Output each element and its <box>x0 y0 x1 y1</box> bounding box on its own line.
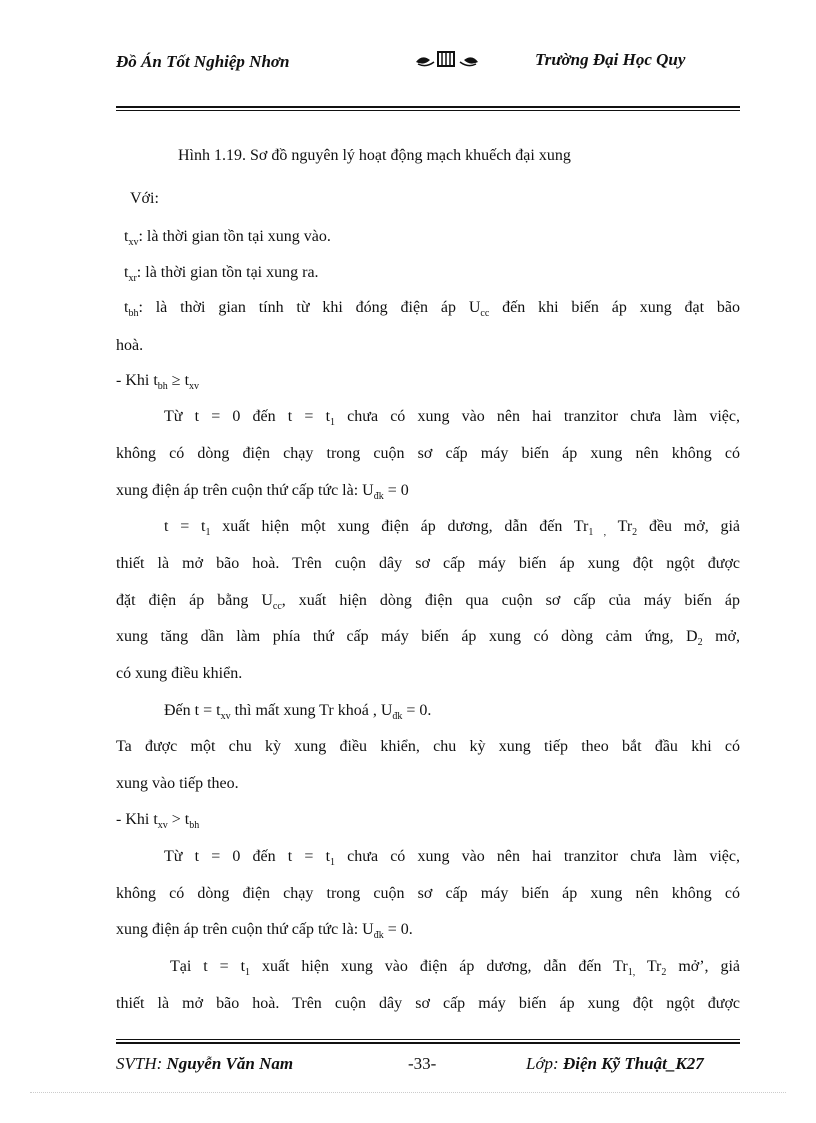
header-rule-thick <box>116 106 740 108</box>
header-right: Trường Đại Học Quy <box>535 50 686 69</box>
text-line: - Khi $t_{bh} \ge t_{xv}$ <box>116 372 200 393</box>
text-line: không có dòng điện chạy trong cuộn sơ cấp máy biến áp xung nên không có <box>116 885 740 902</box>
text-line: - Khi $t_{xv} > t_{bh}$ <box>116 811 200 832</box>
ornament-icon <box>412 48 482 72</box>
footer-rule-thin <box>116 1039 740 1040</box>
text-line: hoà. <box>116 337 144 354</box>
footer-rule-thick <box>116 1042 740 1044</box>
text-line: Đến $t = t_{xv}$ thì mất xung Tr khoá , $U_{đk} = 0$. <box>164 702 432 723</box>
text-line: xung tăng dần làm phía thứ cấp máy biến áp xung có dòng cảm ứng, $D_2$ mở, <box>116 628 740 649</box>
text-line: thiết là mở bão hoà. Trên cuộn dây sơ cấp máy biến áp xung đột ngột được <box>116 555 740 572</box>
text-line: đặt điện áp bằng $U_{cc}$, xuất hiện dòng điện qua cuộn sơ cấp của máy biến áp <box>116 592 740 613</box>
text-line: $t = t_1$ xuất hiện một xung điện áp dương, dẫn đến $Tr_{1 ,}$ $Tr_2$ đều mở, giả <box>164 518 741 539</box>
footer-svth: SVTH: Nguyễn Văn Nam <box>116 1054 294 1073</box>
text-line: Từ t = 0 đến $t = t_1$ chưa có xung vào nên hai tranzitor chưa làm việc, <box>164 408 740 429</box>
header-rule-thin <box>116 110 740 111</box>
text-line: Tại $t = t_1$ xuất hiện xung vào điện áp dương, dẫn đến $Tr_{1,}$ $Tr_2$ mở’, giả <box>170 958 741 979</box>
header-left: Đồ Án Tốt Nghiệp Nhơn <box>116 52 290 71</box>
text-line: xung điện áp trên cuộn thứ cấp tức là: $U_{đk} = 0$. <box>116 921 413 942</box>
text-line: thiết là mở bão hoà. Trên cuộn dây sơ cấp máy biến áp xung đột ngột được <box>116 995 740 1012</box>
page-bottom-divider <box>30 1092 786 1093</box>
text-line: Với: <box>130 190 159 207</box>
footer-lop: Lớp: Điện Kỹ Thuật_K27 <box>526 1054 704 1073</box>
text-line: xung vào tiếp theo. <box>116 775 239 792</box>
figure-caption: Hình 1.19. Sơ đồ nguyên lý hoạt động mạch khuếch đại xung <box>178 147 571 164</box>
text-line: $t_{bh}$: là thời gian tính từ khi đóng điện áp $U_{cc}$ đến khi biến áp xung đạt bão <box>124 299 741 320</box>
page-number: -33- <box>408 1054 437 1073</box>
text-line: $t_{xr}$: là thời gian tồn tại xung ra. <box>124 264 319 285</box>
text-line: không có dòng điện chạy trong cuộn sơ cấp máy biến áp xung nên không có <box>116 445 740 462</box>
text-line: Ta được một chu kỳ xung điều khiển, chu kỳ xung tiếp theo bắt đầu khi có <box>116 738 740 755</box>
text-line: $t_{xv}$: là thời gian tồn tại xung vào. <box>124 228 331 249</box>
text-line: Từ t = 0 đến $t = t_1$ chưa có xung vào nên hai tranzitor chưa làm việc, <box>164 848 740 869</box>
text-line: xung điện áp trên cuộn thứ cấp tức là: $U_{đk} = 0$ <box>116 482 409 503</box>
text-line: có xung điều khiển. <box>116 665 243 682</box>
